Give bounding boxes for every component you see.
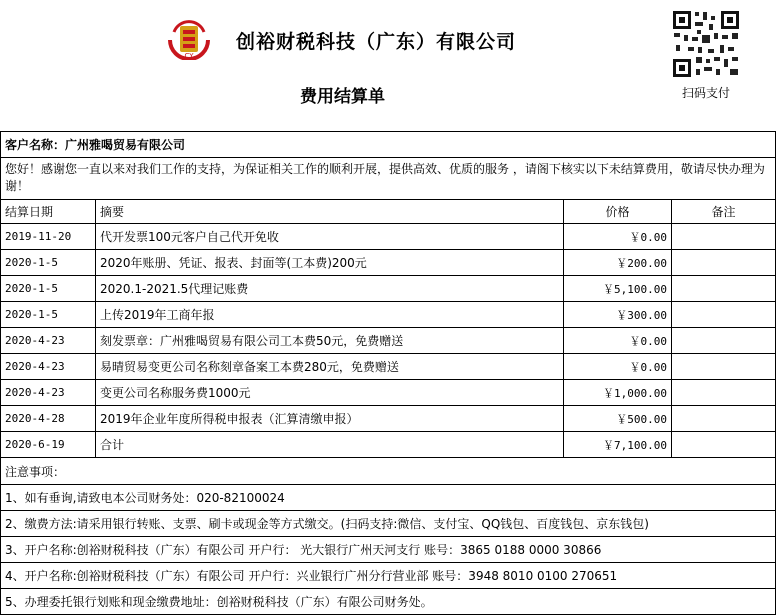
row-desc: 2020.1-2021.5代理记账费: [96, 276, 564, 301]
settlement-table: [0, 131, 776, 615]
document-title: 费用结算单: [300, 87, 385, 107]
row-date: 2020-1-5: [1, 302, 96, 327]
row-desc: 易晴贸易变更公司名称刻章备案工本费280元，免费赠送: [96, 354, 564, 379]
company-name: 创裕财税科技（广东）有限公司: [236, 31, 517, 53]
row-date: 2020-6-19: [1, 432, 96, 457]
row-date: 2020-4-23: [1, 354, 96, 379]
row-price: ￥0.00: [564, 354, 672, 379]
row-price: ￥5,100.00: [564, 276, 672, 301]
qr-code-icon[interactable]: [670, 8, 742, 80]
customer-label: 客户名称：: [5, 138, 66, 152]
row-note: [672, 380, 775, 405]
row-date: 2020-4-23: [1, 328, 96, 353]
col-date: 结算日期: [1, 200, 96, 223]
row-desc: 上传2019年工商年报: [96, 302, 564, 327]
customer-row: [0, 132, 776, 158]
row-note: [672, 328, 775, 353]
notes-heading: 注意事项：: [5, 464, 66, 479]
row-price: ￥300.00: [564, 302, 672, 327]
table-row: [0, 276, 776, 302]
row-date: 2020-4-23: [1, 380, 96, 405]
total-row: [0, 432, 776, 458]
note-line: [0, 511, 776, 537]
row-note: [672, 250, 775, 275]
total-price: ￥7,100.00: [564, 432, 672, 457]
company-logo: [166, 18, 212, 60]
note-line: [0, 485, 776, 511]
row-note: [672, 406, 775, 431]
customer-name: 广州雅喝贸易有限公司: [65, 138, 186, 152]
row-price: ￥200.00: [564, 250, 672, 275]
row-note: [672, 302, 775, 327]
row-date: 2020-1-5: [1, 276, 96, 301]
notes-heading-row: [0, 458, 776, 485]
qr-label: 扫码支付: [682, 86, 731, 100]
note-line: [0, 537, 776, 563]
table-header: [0, 200, 776, 224]
note-text: 3、开户名称:创裕财税科技（广东）有限公司 开户行： 光大银行广州天河支行 账号：3865 0188 0000 30866: [5, 543, 602, 557]
row-date: 2020-1-5: [1, 250, 96, 275]
row-price: ￥0.00: [564, 328, 672, 353]
note-line: [0, 589, 776, 615]
table-row: [0, 302, 776, 328]
row-desc: 2019年企业年度所得税申报表（汇算清缴申报）: [96, 406, 564, 431]
note-text: 4、开户名称:创裕财税科技（广东）有限公司 开户行：兴业银行广州分行营业部 账号：3948 8010 0100 270651: [5, 569, 618, 583]
table-row: [0, 380, 776, 406]
row-price: ￥500.00: [564, 406, 672, 431]
row-note: [672, 224, 775, 249]
note-line: [0, 563, 776, 589]
table-row: [0, 354, 776, 380]
row-note: [672, 276, 775, 301]
note-text: 1、如有垂询,请致电本公司财务处：020-82100024: [5, 491, 285, 505]
table-row: [0, 224, 776, 250]
logo-text: CY: [184, 52, 194, 60]
row-note: [672, 432, 775, 457]
row-desc: 变更公司名称服务费1000元: [96, 380, 564, 405]
note-text: 5、办理委托银行划账和现金缴费地址：创裕财税科技（广东）有限公司财务处。: [5, 595, 433, 609]
total-label: 合计: [96, 432, 564, 457]
col-desc: 摘要: [96, 200, 564, 223]
greeting-row: [0, 158, 776, 200]
table-row: [0, 250, 776, 276]
col-note: 备注: [711, 205, 736, 219]
row-desc: 刻发票章：广州雅喝贸易有限公司工本费50元，免费赠送: [96, 328, 564, 353]
table-row: [0, 328, 776, 354]
row-price: ￥0.00: [564, 224, 672, 249]
row-desc: 代开发票100元客户自己代开免收: [96, 224, 564, 249]
row-date: 2019-11-20: [1, 224, 96, 249]
greeting-text: 您好！感谢您一直以来对我们工作的支持，为保证相关工作的顺利开展，提供高效、优质的服务 ，请阁下核实以下未结算费用，敬请尽快办理为谢！: [5, 162, 765, 193]
col-price: 价格: [564, 200, 672, 223]
note-text: 2、缴费方法:请采用银行转账、支票、刷卡或现金等方式缴交。(扫码支持:微信、支付宝、QQ钱包、百度钱包、京东钱包): [5, 517, 649, 531]
row-price: ￥1,000.00: [564, 380, 672, 405]
row-note: [672, 354, 775, 379]
row-date: 2020-4-28: [1, 406, 96, 431]
row-desc: 2020年账册、凭证、报表、封面等(工本费)200元: [96, 250, 564, 275]
table-row: [0, 406, 776, 432]
